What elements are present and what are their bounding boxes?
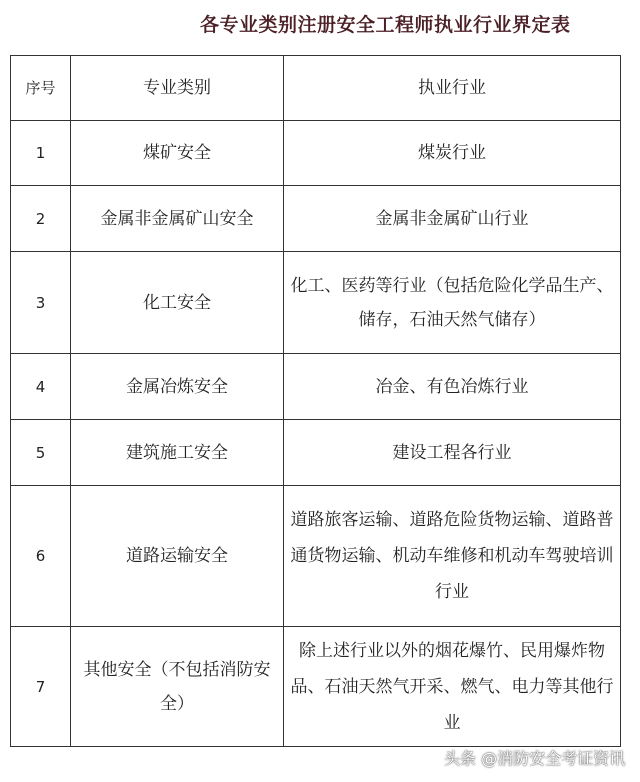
table-header-row [11, 56, 621, 121]
row-no: 3 [11, 252, 71, 354]
table-row [11, 420, 621, 486]
row-industry: 冶金、有色冶炼行业 [284, 354, 621, 420]
watermark: 头条 @消防安全考证资讯 [444, 749, 626, 768]
table-row [11, 186, 621, 252]
table-row [11, 627, 621, 747]
row-category: 煤矿安全 [71, 121, 284, 186]
row-category: 金属非金属矿山安全 [71, 186, 284, 252]
row-industry: 化工、医药等行业（包括危险化学品生产、储存，石油天然气储存） [284, 252, 621, 354]
row-category: 金属冶炼安全 [71, 354, 284, 420]
row-industry: 煤炭行业 [284, 121, 621, 186]
row-industry: 建设工程各行业 [284, 420, 621, 486]
row-category: 建筑施工安全 [71, 420, 284, 486]
header-category: 专业类别 [71, 56, 284, 121]
table-row [11, 121, 621, 186]
header-industry: 执业行业 [284, 56, 621, 121]
row-category: 化工安全 [71, 252, 284, 354]
header-no: 序号 [11, 56, 71, 121]
row-industry: 道路旅客运输、道路危险货物运输、道路普通货物运输、机动车维修和机动车驾驶培训行业 [284, 486, 621, 627]
row-industry: 金属非金属矿山行业 [284, 186, 621, 252]
row-category: 其他安全（不包括消防安全） [71, 627, 284, 747]
row-no: 4 [11, 354, 71, 420]
table-row [11, 252, 621, 354]
row-no: 5 [11, 420, 71, 486]
row-category: 道路运输安全 [71, 486, 284, 627]
table-row [11, 486, 621, 627]
row-no: 6 [11, 486, 71, 627]
row-no: 2 [11, 186, 71, 252]
page-title: 各专业类别注册安全工程师执业行业界定表 [200, 14, 571, 36]
row-industry: 除上述行业以外的烟花爆竹、民用爆炸物品、石油天然气开采、燃气、电力等其他行业 [284, 627, 621, 747]
row-no: 7 [11, 627, 71, 747]
row-no: 1 [11, 121, 71, 186]
table-row [11, 354, 621, 420]
industry-table [10, 55, 621, 747]
